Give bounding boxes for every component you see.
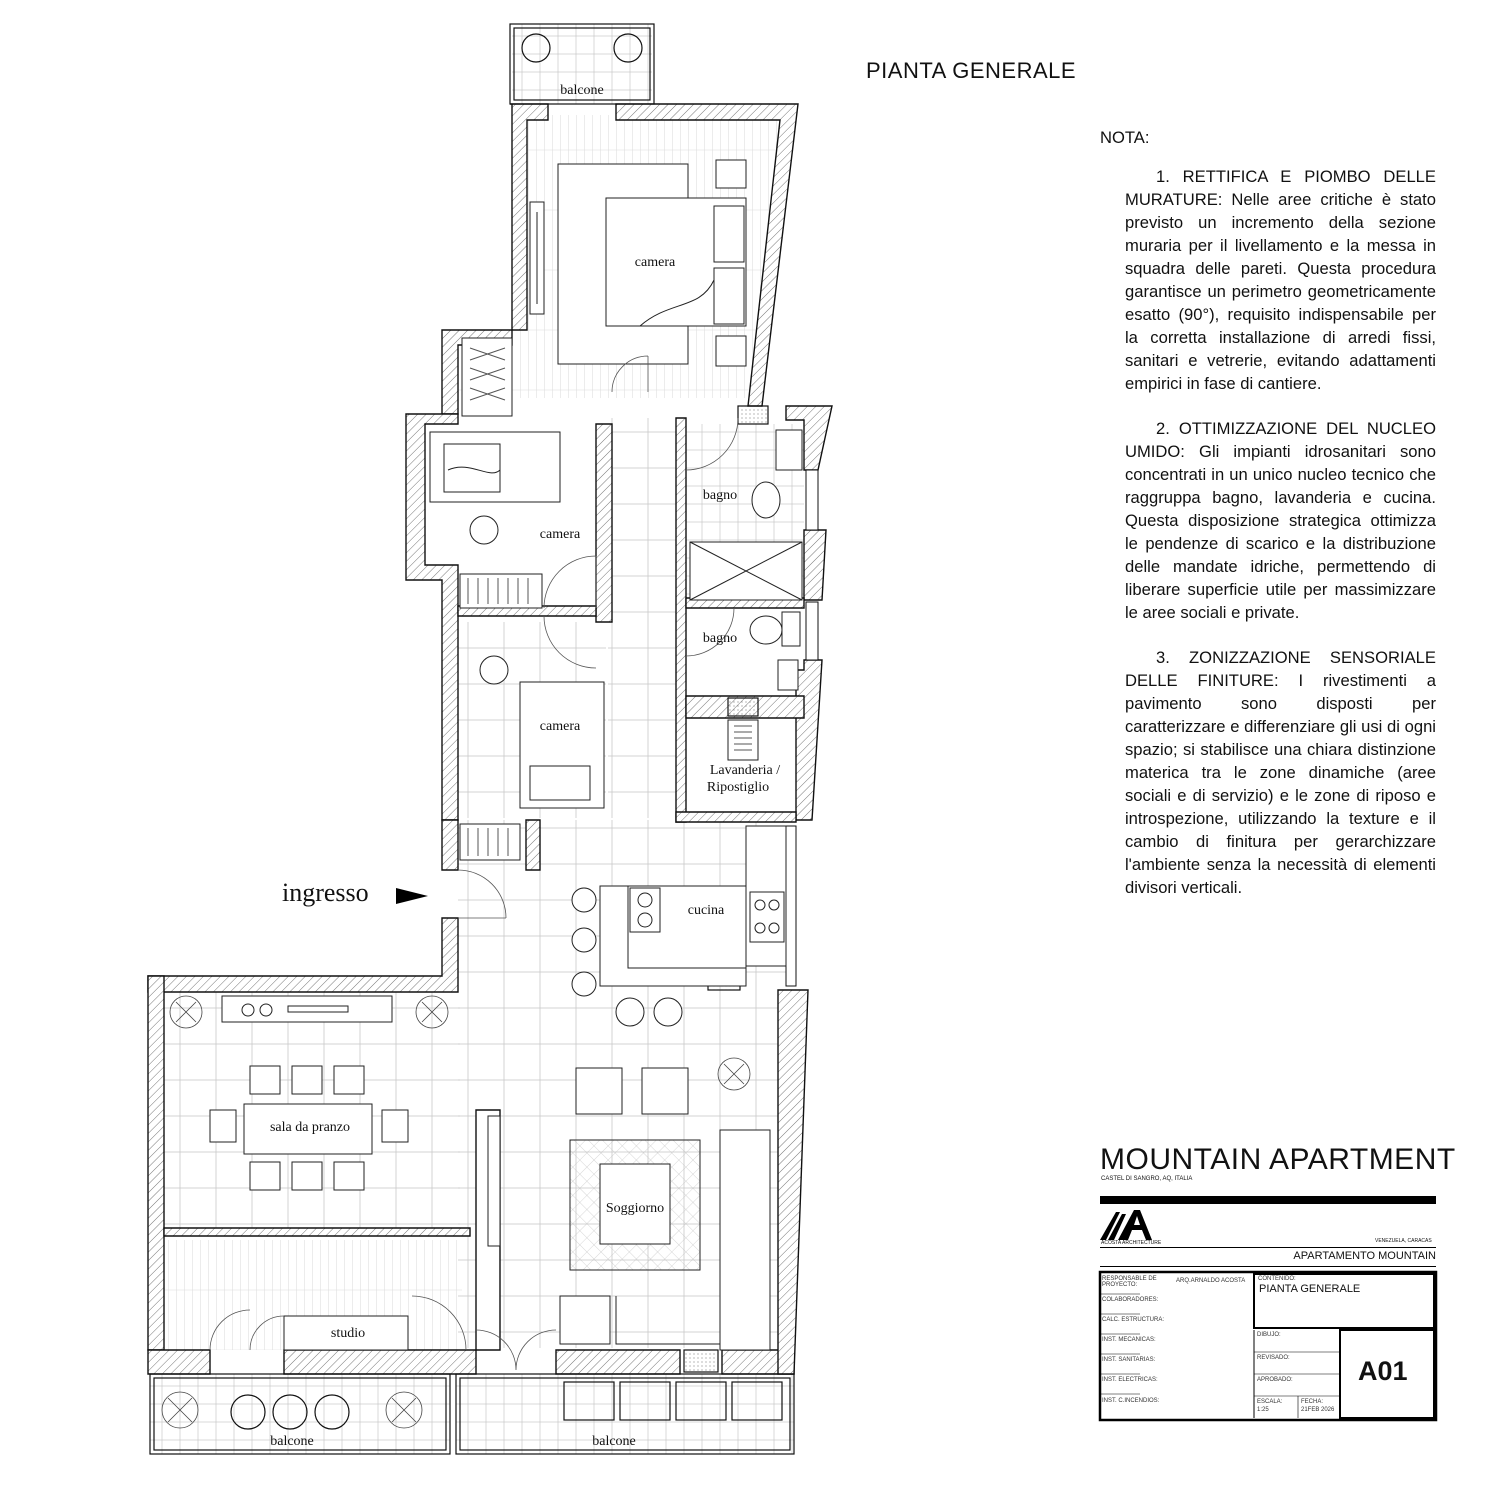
label-calc-estructura: CALC. ESTRUCTURA: (1102, 1317, 1165, 1323)
note-text: OTTIMIZZAZIONE DEL NUCLEO UMIDO: Gli impianti idrosanitari sono concentrati in un unico nucleo tecnico che raggruppa bagno, lavanderia e cucina. Questa disposizione strategica ottimizza le pendenze di scarico e la distribuzione delle mandate idriche, permettendo di liberare superficie utile per massimizzare le aree sociali e private. (1125, 419, 1436, 622)
room-label-soggiorno: Soggiorno (605, 1201, 665, 1216)
firm-name: ACOSTA ARCHITECTURE (1101, 1240, 1162, 1246)
notes-header: NOTA: (1100, 128, 1150, 147)
room-label-balcone-top: balcone (560, 83, 604, 98)
project-title: MOUNTAIN APARTMENT (1100, 1143, 1456, 1176)
entrance-marker (282, 878, 428, 907)
label-revisado: REVISADO: (1257, 1355, 1290, 1361)
label-inst-electricas: INST. ELECTRICAS: (1102, 1377, 1158, 1383)
room-label-studio: studio (330, 1326, 366, 1341)
entrance-label: ingresso (282, 878, 369, 907)
label-inst-mecanicas: INST. MECANICAS: (1102, 1337, 1156, 1343)
title-divider-bar (1100, 1196, 1436, 1204)
sheet-code: A01 (1358, 1356, 1408, 1386)
note-item (1125, 417, 1436, 624)
note-number: 3. (1156, 648, 1170, 667)
note-item (1125, 646, 1436, 899)
room-label-bagno-2: bagno (702, 631, 738, 646)
value-escala: 1:25 (1257, 1407, 1269, 1413)
label-inst-incendios: INST. C.INCENDIOS: (1102, 1398, 1160, 1404)
entrance-arrow-icon (396, 888, 428, 904)
sheet-title: PIANTA GENERALE (866, 58, 1077, 83)
room-label-camera-3: camera (539, 719, 581, 734)
room-label-camera-master: camera (634, 255, 676, 270)
label-contenido: CONTENIDO: (1258, 1276, 1296, 1282)
label-inst-sanitarias: INST. SANITARIAS: (1102, 1357, 1156, 1363)
label-dibujo: DIBUJO: (1257, 1332, 1281, 1338)
room-label-ripostiglio: Ripostiglio (706, 780, 770, 795)
note-number: 1. (1156, 167, 1170, 186)
room-label-bagno-1: bagno (702, 488, 738, 503)
notes-panel (1100, 126, 1436, 921)
project-location: CASTEL DI SANGRO, AQ, ITALIA (1101, 1176, 1193, 1182)
label-fecha: FECHA: (1301, 1399, 1324, 1405)
label-responsabile: RESPONSABLE DE PROYECTO: (1102, 1276, 1157, 1288)
label-escala: ESCALA: (1257, 1399, 1283, 1405)
room-label-balcone-bottom-left: balcone (270, 1434, 314, 1449)
value-fecha: 21FEB 2026 (1301, 1407, 1335, 1413)
room-label-camera-2: camera (539, 527, 581, 542)
note-text: RETTIFICA E PIOMBO DELLE MURATURE: Nelle aree critiche è stato previsto un incremento della sezione muraria per il livellamento e la messa in squadra delle pareti. Questa procedura garantisce un perimetro geometricamente esatto (90°), requisito indispensabile per la corretta installazione di arredi fissi, sanitari e vetrerie, evitando adattamenti empirici in fase di cantiere. (1125, 167, 1436, 393)
value-responsabile: ARQ.ARNALDO ACOSTA (1176, 1278, 1246, 1284)
note-text: ZONIZZAZIONE SENSORIALE DELLE FINITURE: I rivestimenti a pavimento sono disposti per caratterizzare e differenziare gli usi di ogni spazio; si stabilisce una chiara distinzione materica tra le zone dinamiche (aree sociali e di servizio) e le zone di riposo e introspezione, utilizzando la texture e il cambio di finitura per gerarchizzare l'ambiente senza la necessità di elementi divisori verticali. (1125, 648, 1436, 897)
label-aprobado: APROBADO: (1257, 1377, 1293, 1383)
title-rule (1100, 1247, 1436, 1248)
note-number: 2. (1156, 419, 1170, 438)
note-item (1125, 165, 1436, 395)
room-label-sala-da-pranzo: sala da pranzo (269, 1120, 351, 1135)
project-name: APARTAMENTO MOUNTAIN (1293, 1250, 1436, 1262)
title-rule (1100, 1266, 1436, 1267)
firm-city: VENEZUELA, CARACAS (1375, 1238, 1432, 1244)
room-label-lavanderia: Lavanderia / (709, 763, 781, 778)
room-label-balcone-bottom-right: balcone (592, 1434, 636, 1449)
room-label-cucina: cucina (687, 903, 725, 918)
content-value: PIANTA GENERALE (1259, 1283, 1361, 1295)
label-colaboradores: COLABORADORES: (1102, 1297, 1159, 1303)
